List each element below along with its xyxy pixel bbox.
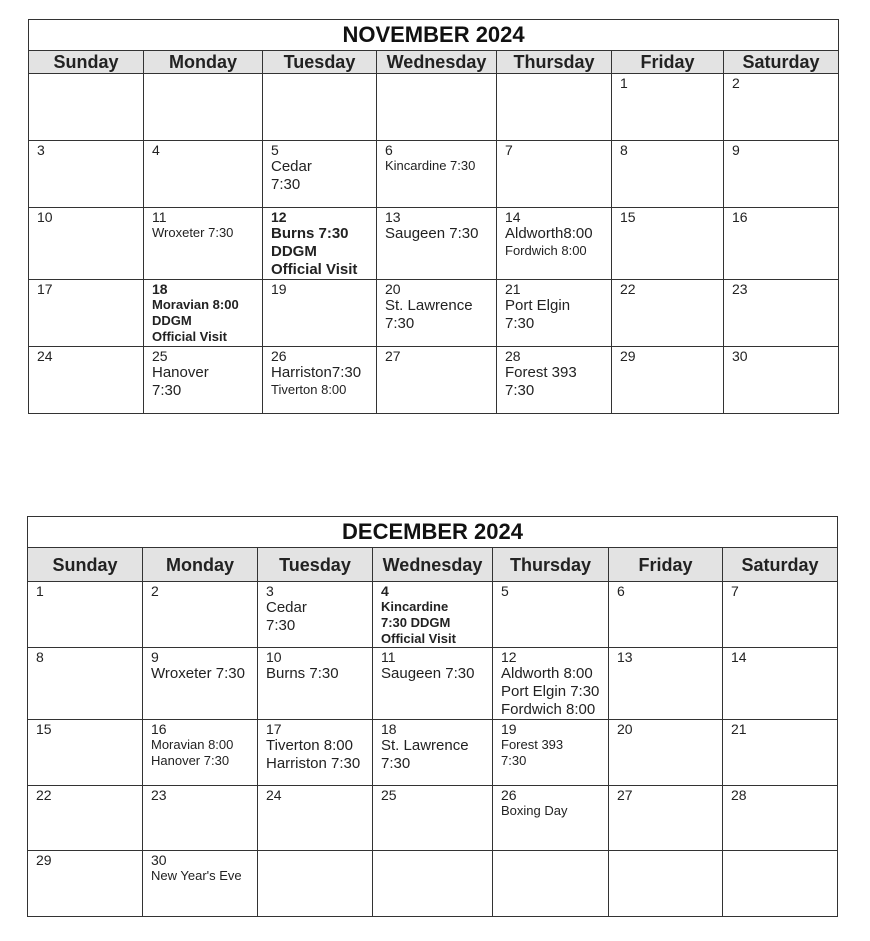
day-cell (377, 208, 497, 280)
day-cell (373, 786, 493, 851)
weekday-header: Sunday (29, 51, 144, 74)
event-text: Saugeen 7:30 (381, 665, 475, 682)
event-text: Fordwich 8:00 (505, 243, 587, 258)
weekday-header: Wednesday (373, 548, 493, 582)
day-cell (612, 208, 724, 280)
event-text: New Year's Eve (151, 868, 242, 883)
day-cell (258, 582, 373, 648)
weekday-header: Wednesday (377, 51, 497, 74)
week-row (28, 851, 838, 917)
day-cell (609, 582, 723, 648)
day-number: 3 (266, 583, 274, 599)
calendar-december (27, 516, 838, 917)
weekday-header: Monday (143, 548, 258, 582)
day-number: 17 (37, 281, 53, 297)
day-number: 26 (271, 348, 287, 364)
day-number: 13 (385, 209, 401, 225)
day-cell (723, 786, 838, 851)
week-row (28, 786, 838, 851)
day-cell (497, 74, 612, 141)
event-text: Moravian 8:00 Hanover 7:30 (151, 737, 234, 768)
day-number: 25 (152, 348, 168, 364)
day-number: 11 (152, 209, 167, 225)
week-row (29, 280, 839, 347)
day-cell (497, 208, 612, 280)
day-number: 11 (381, 649, 396, 665)
day-number: 12 (271, 209, 287, 225)
day-cell (377, 347, 497, 414)
day-number: 16 (151, 721, 167, 737)
day-cell (497, 347, 612, 414)
day-number: 8 (36, 649, 44, 665)
day-number: 22 (620, 281, 636, 297)
day-cell (723, 582, 838, 648)
day-number: 16 (732, 209, 748, 225)
day-number: 20 (617, 721, 633, 737)
day-number: 8 (620, 142, 628, 158)
event-text: Harriston7:30 (271, 364, 362, 381)
day-number: 20 (385, 281, 401, 297)
day-cell (28, 720, 143, 786)
day-cell (29, 141, 144, 208)
day-number: 27 (617, 787, 633, 803)
day-cell (609, 720, 723, 786)
day-cell (144, 280, 263, 347)
event-text: Hanover 7:30 (152, 364, 209, 399)
day-number: 9 (732, 142, 740, 158)
day-number: 19 (271, 281, 287, 297)
event-text: Wroxeter 7:30 (152, 225, 234, 240)
day-cell (724, 347, 839, 414)
day-number: 26 (501, 787, 517, 803)
event-text: Forest 393 7:30 (501, 737, 564, 768)
day-number: 9 (151, 649, 159, 665)
day-number: 25 (381, 787, 397, 803)
day-number: 5 (501, 583, 509, 599)
day-cell (258, 720, 373, 786)
day-cell (258, 851, 373, 917)
event-text: Wroxeter 7:30 (151, 665, 245, 682)
event-text: Cedar 7:30 (271, 158, 312, 193)
day-cell (493, 851, 609, 917)
day-cell (493, 786, 609, 851)
day-cell (263, 347, 377, 414)
day-cell (377, 141, 497, 208)
week-row (29, 347, 839, 414)
day-number: 6 (617, 583, 625, 599)
event-text: Moravian 8:00 DDGM Official Visit (152, 297, 239, 344)
weekday-header: Saturday (723, 548, 838, 582)
day-number: 2 (151, 583, 159, 599)
day-number: 19 (501, 721, 517, 737)
day-number: 4 (152, 142, 160, 158)
day-cell (723, 648, 838, 720)
day-cell (497, 141, 612, 208)
day-number: 18 (152, 281, 168, 297)
day-cell (609, 786, 723, 851)
day-number: 7 (731, 583, 739, 599)
day-number: 28 (505, 348, 521, 364)
day-number: 10 (266, 649, 282, 665)
day-number: 23 (151, 787, 167, 803)
event-text: Port Elgin 7:30 (505, 297, 571, 332)
day-cell (29, 280, 144, 347)
weekday-header: Tuesday (263, 51, 377, 74)
week-row (28, 648, 838, 720)
day-number: 4 (381, 583, 389, 599)
event-text: Burns 7:30 DDGM Official Visit (271, 225, 358, 278)
event-text: Burns 7:30 (266, 665, 339, 682)
day-cell (28, 648, 143, 720)
day-cell (28, 582, 143, 648)
day-cell (723, 720, 838, 786)
day-number: 29 (620, 348, 636, 364)
event-text: St. Lawrence 7:30 (381, 737, 469, 772)
day-number: 28 (731, 787, 747, 803)
day-cell (724, 208, 839, 280)
day-number: 13 (617, 649, 633, 665)
day-number: 10 (37, 209, 53, 225)
day-cell (612, 347, 724, 414)
day-cell (723, 851, 838, 917)
day-number: 5 (271, 142, 279, 158)
day-cell (493, 720, 609, 786)
event-text: Saugeen 7:30 (385, 225, 479, 242)
weekday-header: Tuesday (258, 548, 373, 582)
event-text: Kincardine 7:30 DDGM Official Visit (381, 599, 456, 646)
weekday-header: Thursday (493, 548, 609, 582)
weekday-header: Friday (609, 548, 723, 582)
day-number: 15 (36, 721, 52, 737)
day-cell (377, 280, 497, 347)
event-text: St. Lawrence 7:30 (385, 297, 473, 332)
event-text: Boxing Day (501, 803, 568, 818)
day-cell (609, 851, 723, 917)
day-cell (493, 582, 609, 648)
calendar-november (28, 19, 839, 414)
weekday-header: Saturday (724, 51, 839, 74)
day-number: 3 (37, 142, 45, 158)
day-cell (263, 74, 377, 141)
day-cell (263, 208, 377, 280)
week-row (29, 74, 839, 141)
day-number: 1 (36, 583, 44, 599)
weekday-header: Monday (144, 51, 263, 74)
day-cell (373, 851, 493, 917)
week-row (29, 208, 839, 280)
day-cell (143, 648, 258, 720)
weekday-header: Friday (612, 51, 724, 74)
day-number: 22 (36, 787, 52, 803)
day-number: 23 (732, 281, 748, 297)
day-cell (143, 851, 258, 917)
day-number: 24 (37, 348, 53, 364)
day-number: 17 (266, 721, 282, 737)
day-number: 18 (381, 721, 397, 737)
day-cell (29, 347, 144, 414)
day-cell (377, 74, 497, 141)
week-row (29, 141, 839, 208)
day-cell (263, 141, 377, 208)
day-number: 7 (505, 142, 513, 158)
week-row (28, 582, 838, 648)
day-cell (258, 648, 373, 720)
day-cell (497, 280, 612, 347)
day-cell (612, 141, 724, 208)
day-cell (144, 141, 263, 208)
day-number: 15 (620, 209, 636, 225)
day-cell (28, 786, 143, 851)
weekday-header: Thursday (497, 51, 612, 74)
day-number: 27 (385, 348, 401, 364)
event-text: Aldworth 8:00 (501, 665, 593, 682)
day-cell (724, 280, 839, 347)
day-cell (29, 208, 144, 280)
day-cell (493, 648, 609, 720)
day-number: 2 (732, 75, 740, 91)
event-text: Tiverton 8:00 (271, 382, 347, 397)
week-row (28, 720, 838, 786)
day-number: 6 (385, 142, 393, 158)
day-cell (144, 74, 263, 141)
day-cell (263, 280, 377, 347)
month-title: DECEMBER 2024 (28, 517, 838, 548)
day-number: 29 (36, 852, 52, 868)
day-number: 1 (620, 75, 628, 91)
day-number: 21 (505, 281, 521, 297)
event-text: Forest 393 7:30 (505, 364, 577, 399)
day-cell (724, 141, 839, 208)
day-cell (612, 280, 724, 347)
event-text: Aldworth8:00 (505, 225, 593, 242)
event-text: Kincardine 7:30 (385, 158, 476, 173)
day-cell (612, 74, 724, 141)
day-number: 14 (731, 649, 747, 665)
day-number: 12 (501, 649, 517, 665)
day-cell (144, 347, 263, 414)
day-cell (373, 648, 493, 720)
event-text: Port Elgin 7:30 Fordwich 8:00 (501, 683, 600, 718)
month-title: NOVEMBER 2024 (29, 20, 839, 51)
day-cell (144, 208, 263, 280)
day-cell (28, 851, 143, 917)
day-cell (724, 74, 839, 141)
day-number: 30 (732, 348, 748, 364)
day-cell (373, 720, 493, 786)
day-cell (258, 786, 373, 851)
day-cell (373, 582, 493, 648)
event-text: Tiverton 8:00 Harriston 7:30 (266, 737, 361, 772)
day-cell (143, 582, 258, 648)
day-cell (143, 720, 258, 786)
day-number: 14 (505, 209, 521, 225)
day-cell (29, 74, 144, 141)
day-cell (143, 786, 258, 851)
event-text: Cedar 7:30 (266, 599, 307, 634)
day-cell (609, 648, 723, 720)
day-number: 21 (731, 721, 747, 737)
weekday-header: Sunday (28, 548, 143, 582)
day-number: 30 (151, 852, 167, 868)
day-number: 24 (266, 787, 282, 803)
